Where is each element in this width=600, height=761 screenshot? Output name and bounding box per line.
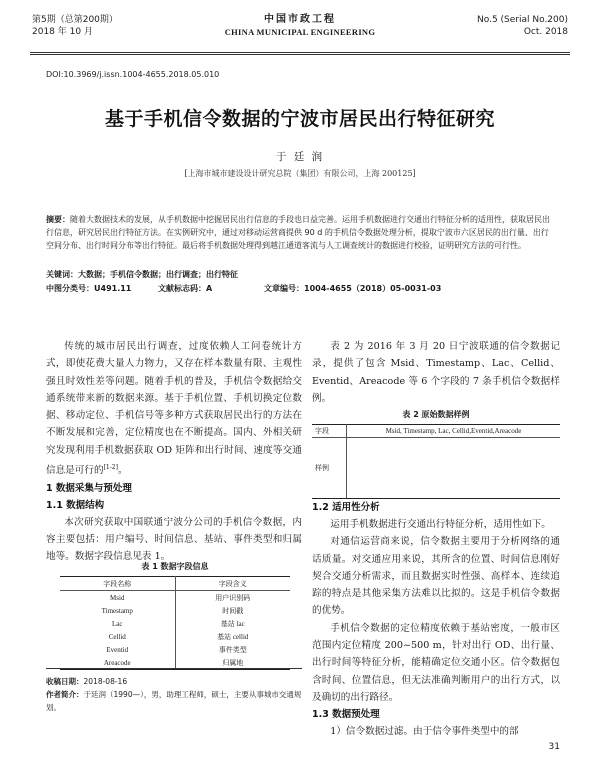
intro-end: 。 xyxy=(117,465,128,477)
table-cell: Cellid xyxy=(60,630,175,643)
article-no-value: 1004-4655（2018）05-0031-03 xyxy=(304,284,442,293)
table-1-header-cell: 字段含义 xyxy=(175,577,290,591)
table-row xyxy=(312,438,560,499)
issue-zh: 第5期（总第200期） xyxy=(32,15,118,25)
date-en: Oct. 2018 xyxy=(523,27,568,37)
table-cell: Areacode xyxy=(60,656,175,670)
table-2-value-cell: Msid, Timestamp, Lac, Cellid,Eventid,Areacode xyxy=(347,425,561,438)
table-cell: Msid xyxy=(60,591,175,605)
table-row xyxy=(60,643,290,656)
table-cell: Timestamp xyxy=(60,604,175,617)
date-zh: 2018 年 10 月 xyxy=(32,27,93,37)
doc-code-value: A xyxy=(206,284,213,293)
table-2-caption: 表 2 原始数据样例 xyxy=(402,410,470,419)
author-name: 于 廷 润 xyxy=(275,151,325,163)
table-2-grid xyxy=(312,424,560,499)
clc-value: U491.11 xyxy=(94,284,132,293)
keywords-label: 关键词： xyxy=(46,270,78,279)
affiliation: [上海市城市建设设计研究总院（集团）有限公司，上海 200125] xyxy=(184,169,416,178)
author-bio xyxy=(46,688,302,714)
author-bio-text: 于廷润（1990—），男，助理工程师，硕士，主要从事城市交通规划。 xyxy=(46,690,302,712)
section-1-1-paragraph: 本次研究获取中国联通宁波分公司的手机信令数据，内容主要包括：用户编号、时间信息、基站、事件类型和归属地等。数据字段信息见表 1。 xyxy=(46,516,302,563)
table-cell: 时间戳 xyxy=(175,604,290,617)
table-cell: 基站 cellid xyxy=(175,630,290,643)
clc-label: 中图分类号： xyxy=(46,284,94,293)
abstract-text: 随着大数据技术的发展，从手机数据中挖掘居民出行信息的手段也日益完善。运用手机数据进行交通出行特征分析的适用性，获取居民出行信息，研究居民出行特征方法。在实例研究中，通过对移动运营商提供 90 d 的手机信令数据处理分析，提取宁波市六区居民的出行量、出行空间分布、出行时间分布等出行特征。最后将手机数据处理得到越江通道客流与人工调查统计的数据进行校验，证明研究方法的可行性。 xyxy=(46,215,550,250)
journal-name-zh: 中国市政工程 xyxy=(264,14,336,25)
article-no-label: 文章编号： xyxy=(264,284,304,293)
table-cell: Eventid xyxy=(60,643,175,656)
table-1-grid xyxy=(60,576,290,670)
header-rule-thin xyxy=(30,54,570,55)
table-cell: 归属地 xyxy=(175,656,290,670)
doc-code-label: 文献标志码： xyxy=(158,284,206,293)
received-label: 收稿日期： xyxy=(46,677,84,686)
section-1-2-heading: 1.2 适用性分析 xyxy=(312,502,380,513)
intro-citation: [1-2] xyxy=(103,464,118,472)
table-row xyxy=(312,425,560,438)
section-1-3-paragraph: 1）信令数据过滤。由于信令事件类型中的部 xyxy=(330,726,519,738)
received-date xyxy=(46,675,302,688)
received-value: 2018-08-16 xyxy=(83,677,128,686)
table-2-label-cell: 样例 xyxy=(312,438,347,499)
section-1-heading: 1 数据采集与预处理 xyxy=(46,482,132,494)
table-1-header-cell: 字段名称 xyxy=(60,577,175,591)
intro-paragraph xyxy=(46,338,302,480)
footnote xyxy=(46,668,302,714)
table-row xyxy=(60,591,290,605)
table-cell: 基站 lac xyxy=(175,617,290,630)
issue-en: No.5 (Serial No.200) xyxy=(477,15,568,25)
table-row xyxy=(60,630,290,643)
table-1-caption: 表 1 数据字段信息 xyxy=(141,562,209,571)
page-number: 31 xyxy=(548,742,560,752)
table-cell: 用户识别码 xyxy=(175,591,290,605)
right-column-top xyxy=(312,338,560,407)
table-2-sample-cell xyxy=(347,438,561,499)
table-2 xyxy=(312,409,560,499)
table-2-label-cell: 字段 xyxy=(312,425,347,438)
abstract-label: 摘要： xyxy=(46,215,70,224)
section-1-3-heading: 1.3 数据预处理 xyxy=(312,709,380,721)
journal-name-en: CHINA MUNICIPAL ENGINEERING xyxy=(224,27,376,37)
classification-line xyxy=(46,282,566,295)
table-row xyxy=(60,604,290,617)
section-1-2-paragraph-a: 运用手机数据进行交通出行特征分析，适用性如下。 xyxy=(330,519,551,530)
section-1-1-heading: 1.1 数据结构 xyxy=(46,499,105,511)
keywords-text: 大数据；手机信令数据；出行调查；出行特征 xyxy=(78,270,238,279)
intro-text: 传统的城市居民出行调查，过度依赖人工问卷统计方式，即使花费大量人力物力，又存在样本数量有限、主观性强且时效性差等问题。随着手机的普及，手机信令数据给交通系统带来新的数据来源。基于手机位置、手机切换定位数据、移动定位、手机信号等多种方式获取居民出行的方法在不断发展和完善，定位精度也在不断提高。国内、外相关研究发现利用手机数据获取 OD 矩阵和出行时间、速度等交通信息是可行的 xyxy=(46,341,302,477)
running-header-right xyxy=(477,14,568,38)
section-1-2-paragraph-c: 手机信令数据的定位精度依赖于基站密度，一般市区范围内定位精度 200~500 m，针对出行 OD、出行量、出行时间等特征分析，能精确定位交通小区。信令数据包含时间、位置信息，但无法准确判断用户的出行方式，以及确切的出行路径。 xyxy=(312,622,560,703)
keywords xyxy=(46,268,556,281)
abstract xyxy=(46,213,556,252)
left-column xyxy=(46,338,302,565)
table-row xyxy=(60,617,290,630)
table-cell: 事件类型 xyxy=(175,643,290,656)
paper-title: 基于手机信令数据的宁波市居民出行特征研究 xyxy=(104,108,495,130)
table-2-intro-paragraph: 表 2 为 2016 年 3 月 20 日宁波联通的信令数据记录，提供了包含 Msid、Timestamp、Lac、Cellid、Eventid、Areacode 等 6 个字段的 7 条手机信令数据样例。 xyxy=(312,341,560,404)
table-1 xyxy=(60,561,290,670)
right-column-bottom xyxy=(312,499,560,741)
section-1-2-paragraph-b: 对通信运营商来说，信令数据主要用于分析网络的通话质量。对交通应用来说，其所含的位置、时间信息刚好契合交通分析需求，而且数据实时性强、高样本、连续追踪的特点是其他采集方法难以比拟的。这是手机信令数据的优势。 xyxy=(312,536,560,617)
header-rule xyxy=(30,52,570,53)
table-cell: Lac xyxy=(60,617,175,630)
doi: DOI:10.3969/j.issn.1004-4655.2018.05.010 xyxy=(46,70,220,79)
author-bio-label: 作者简介： xyxy=(46,690,84,699)
